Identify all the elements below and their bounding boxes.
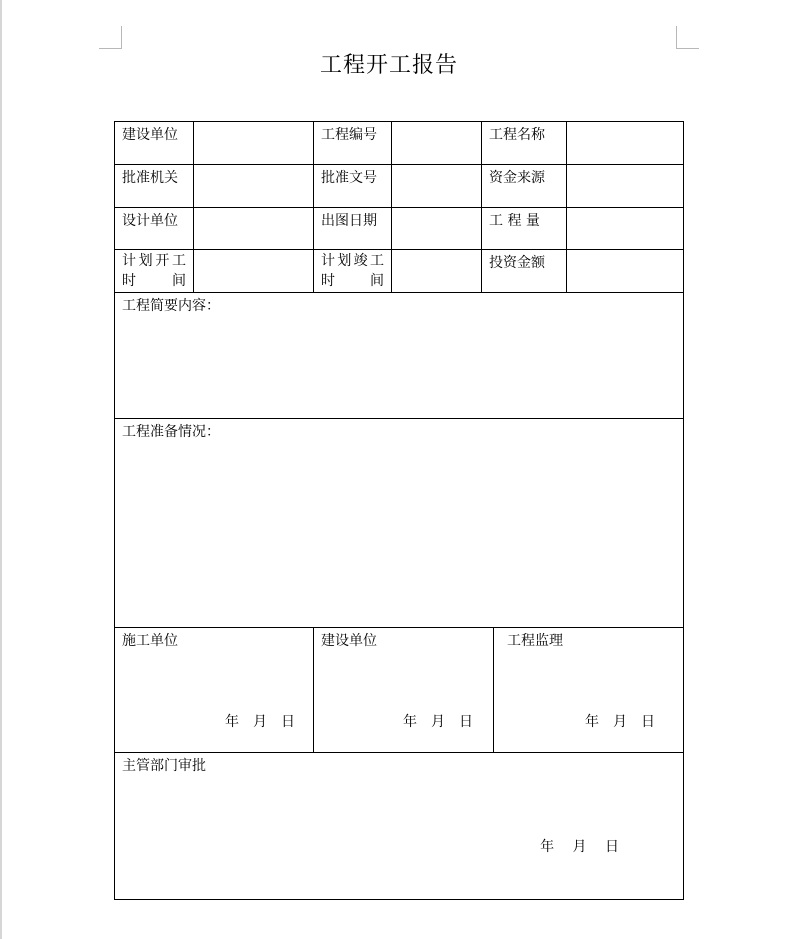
value-project-number[interactable] bbox=[392, 122, 482, 165]
info-row bbox=[115, 250, 684, 293]
construction-unit-label: 施工单位 bbox=[122, 633, 178, 649]
value-project-name[interactable] bbox=[567, 122, 684, 165]
value-planned-start-time[interactable] bbox=[194, 250, 314, 293]
info-row bbox=[115, 208, 684, 250]
authority-approval-date: 年 月 日 bbox=[540, 839, 619, 855]
project-preparation-cell[interactable] bbox=[115, 419, 684, 628]
label-planned-start-line2: 时 间 bbox=[122, 273, 186, 289]
supervision-signature-cell[interactable] bbox=[494, 628, 684, 753]
value-funding-source[interactable] bbox=[567, 165, 684, 208]
builder-unit-date: 年 月 日 bbox=[403, 714, 473, 730]
construction-unit-date: 年 月 日 bbox=[225, 714, 295, 730]
label-planned-completion-time bbox=[314, 250, 392, 293]
project-preparation-label: 工程准备情况： bbox=[122, 424, 220, 440]
project-summary-label: 工程简要内容： bbox=[122, 298, 220, 314]
authority-approval-cell[interactable] bbox=[115, 753, 684, 900]
margin-corner-mark-left bbox=[99, 26, 122, 49]
value-approval-authority[interactable] bbox=[194, 165, 314, 208]
label-approval-authority: 批准机关 bbox=[115, 165, 194, 208]
approval-row bbox=[115, 753, 684, 900]
preparation-row bbox=[115, 419, 684, 628]
summary-row bbox=[115, 293, 684, 419]
label-planned-start-line1: 计划开工 bbox=[122, 253, 186, 269]
page-left-edge bbox=[0, 0, 2, 939]
label-project-name: 工程名称 bbox=[482, 122, 567, 165]
label-planned-completion-line1: 计划竣工 bbox=[321, 253, 384, 269]
builder-unit-signature-label: 建设单位 bbox=[321, 633, 377, 649]
value-approval-document-number[interactable] bbox=[392, 165, 482, 208]
value-work-quantity[interactable] bbox=[567, 208, 684, 250]
authority-approval-label: 主管部门审批 bbox=[122, 758, 206, 774]
label-work-quantity: 工 程 量 bbox=[482, 208, 567, 250]
supervision-label: 工程监理 bbox=[507, 633, 563, 649]
label-design-unit: 设计单位 bbox=[115, 208, 194, 250]
value-drawing-issue-date[interactable] bbox=[392, 208, 482, 250]
label-investment-amount: 投资金额 bbox=[482, 250, 567, 293]
construction-unit-signature-cell[interactable] bbox=[115, 628, 314, 753]
value-planned-completion-time[interactable] bbox=[392, 250, 482, 293]
document-title: 工程开工报告 bbox=[319, 53, 458, 78]
value-design-unit[interactable] bbox=[194, 208, 314, 250]
report-form-table bbox=[114, 121, 684, 900]
supervision-date: 年 月 日 bbox=[585, 714, 655, 730]
margin-corner-mark-right bbox=[676, 26, 699, 49]
label-planned-start-time bbox=[115, 250, 194, 293]
info-row bbox=[115, 122, 684, 165]
label-planned-completion-line2: 时 间 bbox=[321, 273, 384, 289]
label-approval-document-number: 批准文号 bbox=[314, 165, 392, 208]
value-investment-amount[interactable] bbox=[567, 250, 684, 293]
value-builder-unit[interactable] bbox=[194, 122, 314, 165]
builder-unit-signature-cell[interactable] bbox=[314, 628, 494, 753]
signature-row bbox=[115, 628, 684, 753]
label-project-number: 工程编号 bbox=[314, 122, 392, 165]
label-drawing-issue-date: 出图日期 bbox=[314, 208, 392, 250]
info-row bbox=[115, 165, 684, 208]
project-summary-cell[interactable] bbox=[115, 293, 684, 419]
label-funding-source: 资金来源 bbox=[482, 165, 567, 208]
label-builder-unit: 建设单位 bbox=[115, 122, 194, 165]
